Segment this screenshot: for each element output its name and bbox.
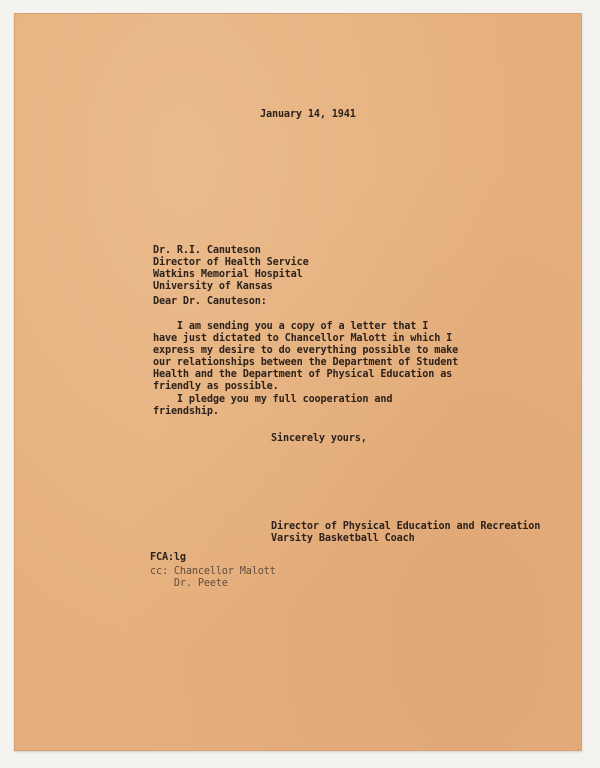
- recipient-line: University of Kansas: [153, 281, 273, 292]
- letter-page: [14, 13, 582, 751]
- letter-date: January 14, 1941: [260, 109, 356, 120]
- typist-initials: FCA:lg: [150, 552, 186, 563]
- recipient-line: Watkins Memorial Hospital: [153, 269, 303, 280]
- signature-line: Varsity Basketball Coach: [271, 533, 415, 544]
- signature-line: Director of Physical Education and Recreation: [271, 521, 541, 532]
- cc-line: Dr. Peete: [150, 578, 228, 589]
- body-line: friendly as possible.: [153, 381, 279, 392]
- salutation: Dear Dr. Canuteson:: [153, 296, 267, 307]
- body-line: express my desire to do everything possible to make: [153, 345, 459, 356]
- recipient-line: Dr. R.I. Canuteson: [153, 245, 261, 256]
- carbon-copy-list: [150, 566, 276, 590]
- body-line: friendship.: [153, 406, 219, 417]
- body-paragraph-2: [153, 394, 392, 418]
- recipient-line: Director of Health Service: [153, 257, 309, 268]
- recipient-address: [153, 245, 309, 293]
- body-line: I am sending you a copy of a letter that I: [153, 321, 429, 332]
- body-paragraph-1: [153, 321, 458, 393]
- closing: Sincerely yours,: [271, 433, 367, 444]
- body-line: I pledge you my full cooperation and: [153, 394, 393, 405]
- body-line: have just dictated to Chancellor Malott in which I: [153, 333, 453, 344]
- body-line: our relationships between the Department of Student: [153, 357, 459, 368]
- cc-line: cc: Chancellor Malott: [150, 566, 276, 577]
- signature-title: [271, 521, 540, 545]
- body-line: Health and the Department of Physical Education as: [153, 369, 453, 380]
